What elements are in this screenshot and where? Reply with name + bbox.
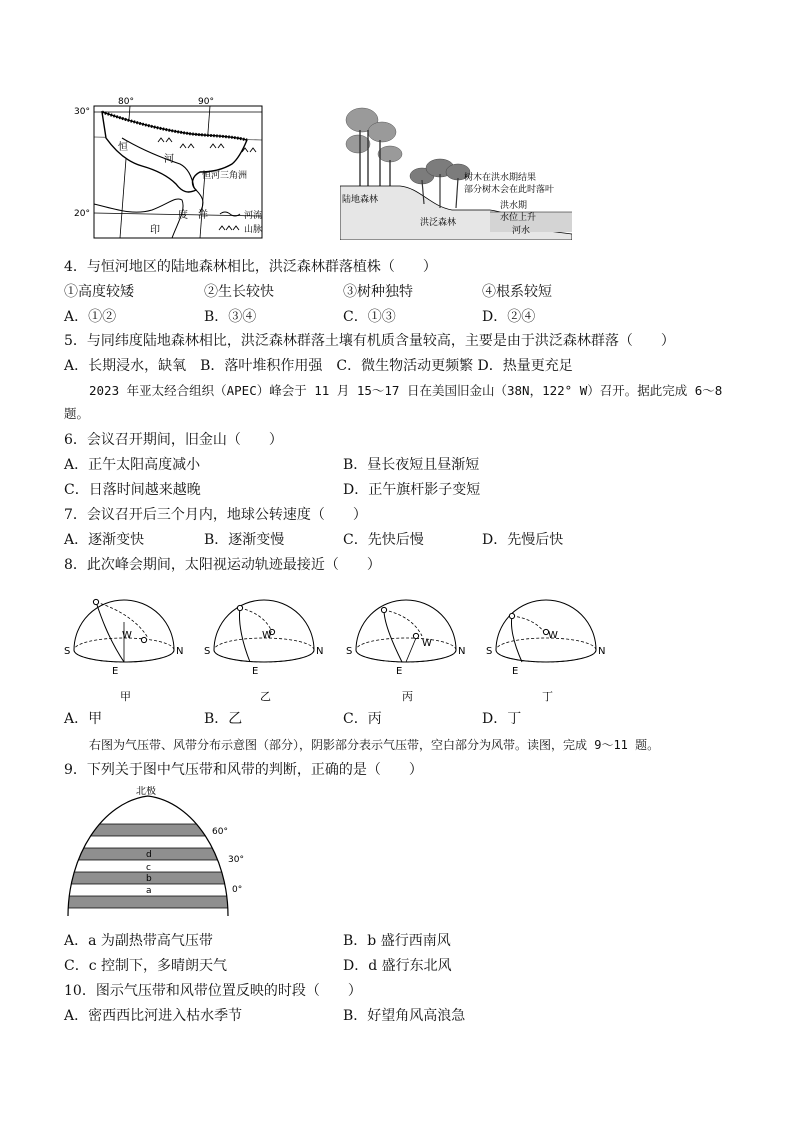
place-he: 河 [164, 154, 174, 165]
q8-stem: 8．此次峰会期间，太阳视运动轨迹最接近（ ） [64, 557, 381, 573]
q4-option-c[interactable]: C．①③ [343, 309, 396, 325]
intro-6-8-line2: 题。 [64, 406, 90, 421]
intro-6-8-line1: 2023 年亚太经合组织（APEC）峰会于 11 月 15～17 日在美国旧金山（38N，122° W）召开。据此完成 6～8 [89, 383, 723, 398]
q4-item-4: ④根系较短 [482, 284, 552, 300]
bing-label-n: N [458, 646, 466, 657]
q9-stem: 9．下列关于图中气压带和风带的判断，正确的是（ ） [64, 762, 423, 778]
q7-option-c[interactable]: C．先快后慢 [343, 532, 424, 548]
q6-option-a[interactable]: A．正午太阳高度减小 [64, 457, 201, 473]
bing-label-s: S [346, 646, 353, 657]
lon-label-80: 80° [118, 97, 134, 107]
q4-item-2: ②生长较快 [204, 284, 274, 300]
q7-option-d[interactable]: D．先慢后快 [482, 532, 564, 548]
q5-options[interactable]: A．长期浸水，缺氧 B．落叶堆积作用强 C．微生物活动更频繁 D．热量更充足 [64, 358, 573, 374]
label-flood-period: 洪水期 [500, 201, 528, 211]
place-yin: 印 [150, 225, 160, 236]
q9-option-c[interactable]: C．c 控制下，多晴朗天气 [64, 958, 228, 974]
band-d: d [146, 850, 152, 860]
jia-label-s: S [64, 646, 71, 657]
q4-stem: 4．与恒河地区的陆地森林相比，洪泛森林群落植株（ ） [64, 259, 437, 275]
label-north-pole: 北极 [136, 786, 156, 797]
lat-label-20: 20° [74, 209, 90, 219]
q4-option-b[interactable]: B．③④ [204, 309, 257, 325]
caption-ding: 丁 [542, 690, 553, 703]
label-lat-0: 0° [232, 885, 243, 895]
q9-option-d[interactable]: D．d 盛行东北风 [343, 958, 452, 974]
q8-option-c[interactable]: C．丙 [343, 711, 382, 727]
q8-option-b[interactable]: B．乙 [204, 711, 243, 727]
q6-option-b[interactable]: B．昼长夜短且昼渐短 [343, 457, 480, 473]
place-du: 度 [178, 210, 188, 221]
place-delta: 恒河三角洲 [202, 171, 248, 181]
jia-label-e: E [112, 666, 119, 677]
q10-stem: 10．图示气压带和风带位置反映的时段（ ） [64, 983, 362, 999]
ding-label-w: W [548, 630, 558, 641]
q9-option-a[interactable]: A．a 为副热带高气压带 [64, 933, 213, 949]
yi-label-s: S [204, 646, 211, 657]
lat-label-30: 30° [74, 107, 90, 117]
label-water-rise: 水位上升 [500, 213, 537, 223]
caption-jia: 甲 [120, 690, 131, 703]
ding-label-n: N [598, 646, 606, 657]
q7-option-a[interactable]: A．逐渐变快 [64, 532, 145, 548]
sun-path-diagram-bing[interactable] [344, 588, 472, 706]
label-lat-30: 30° [228, 855, 244, 865]
pressure-wind-belt-figure [62, 786, 262, 922]
caption-yi: 乙 [260, 690, 271, 703]
q6-option-d[interactable]: D．正午旗杆影子变短 [343, 482, 481, 498]
ding-label-s: S [486, 646, 493, 657]
yi-label-n: N [316, 646, 324, 657]
q7-option-b[interactable]: B．逐渐变慢 [204, 532, 285, 548]
sun-path-diagram-yi[interactable] [202, 588, 330, 706]
q6-option-c[interactable]: C．日落时间越来越晚 [64, 482, 201, 498]
jia-label-w: W [122, 630, 132, 641]
q8-option-a[interactable]: A．甲 [64, 711, 103, 727]
q10-option-b[interactable]: B．好望角风高浪急 [343, 1008, 466, 1024]
caption-bing: 丙 [402, 690, 413, 703]
sun-path-diagram-ding[interactable] [484, 588, 612, 706]
q4-item-1: ①高度较矮 [64, 284, 134, 300]
place-heng: 恒 [118, 142, 128, 153]
lon-label-90: 90° [198, 97, 214, 107]
q7-stem: 7．会议召开后三个月内，地球公转速度（ ） [64, 507, 367, 523]
q6-stem: 6．会议召开期间，旧金山（ ） [64, 432, 283, 448]
label-river-water: 河水 [512, 226, 531, 236]
flood-forest-figure [340, 100, 572, 240]
place-yang: 洋 [198, 210, 208, 221]
yi-label-w: W [262, 630, 272, 641]
q10-option-a[interactable]: A．密西西比河进入枯水季节 [64, 1008, 243, 1024]
q5-stem: 5．与同纬度陆地森林相比，洪泛森林群落土壤有机质含量较高，主要是由于洪泛森林群落（ ） [64, 333, 675, 349]
label-lat-60: 60° [212, 827, 228, 837]
q4-option-d[interactable]: D．②④ [482, 309, 536, 325]
q9-option-b[interactable]: B．b 盛行西南风 [343, 933, 451, 949]
bing-label-e: E [396, 666, 403, 677]
legend-mountain-label: 山脉 [244, 225, 263, 235]
band-c: c [146, 863, 151, 873]
ding-label-e: E [512, 666, 519, 677]
q4-item-3: ③树种独特 [343, 284, 413, 300]
bing-label-w: W [422, 638, 432, 649]
band-a: a [146, 886, 152, 896]
label-fruit: 树木在洪水期结果 [464, 173, 537, 183]
label-flood-forest: 洪泛森林 [420, 218, 457, 228]
sun-path-diagram-jia[interactable] [62, 588, 190, 706]
ganges-map-figure [72, 92, 272, 242]
intro-9-11: 右图为气压带、风带分布示意图（部分），阴影部分表示气压带，空白部分为风带。读图，完成 9～11 题。 [89, 738, 660, 752]
label-leaf-fall: 部分树木会在此时落叶 [464, 185, 555, 195]
q8-option-d[interactable]: D．丁 [482, 711, 522, 727]
yi-label-e: E [252, 666, 259, 677]
band-b: b [146, 874, 152, 884]
legend-river-label: 河流 [244, 211, 263, 221]
q4-option-a[interactable]: A．①② [64, 309, 117, 325]
jia-label-n: N [176, 646, 184, 657]
label-land-forest: 陆地森林 [342, 195, 379, 205]
